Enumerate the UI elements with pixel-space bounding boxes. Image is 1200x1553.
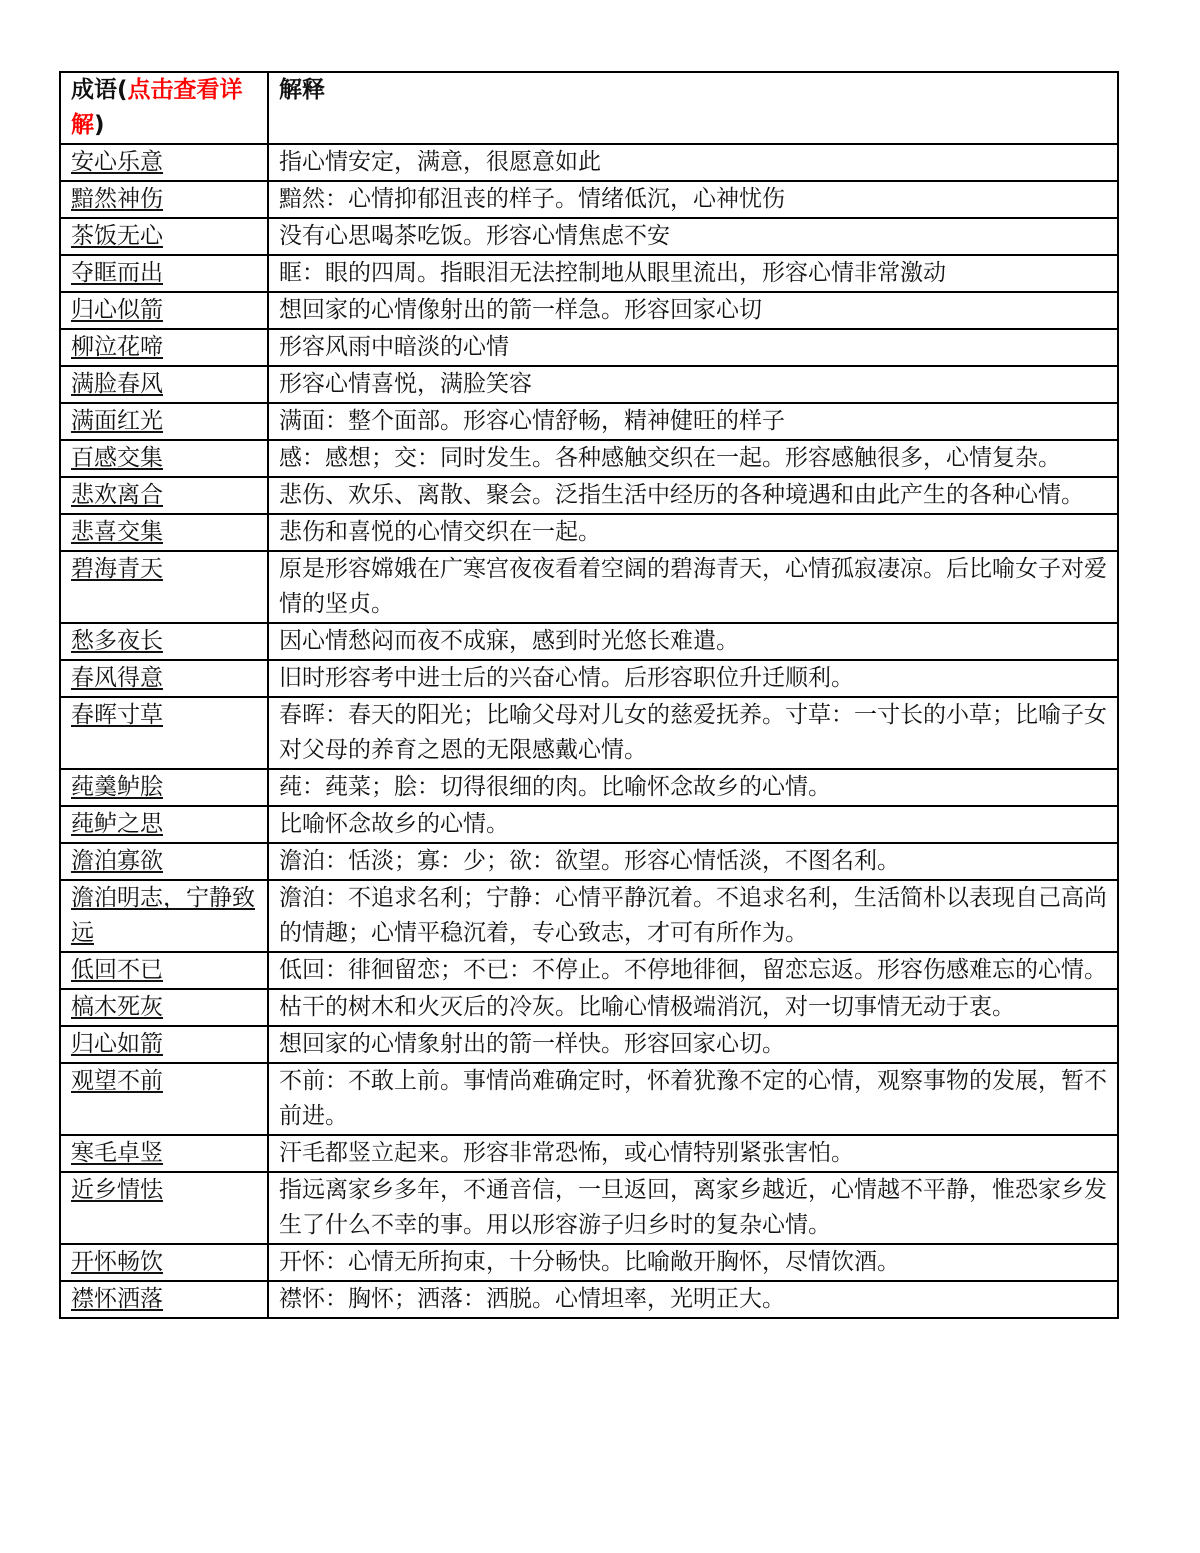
explanation-cell: 形容风雨中暗淡的心情 — [268, 329, 1118, 366]
table-row — [60, 880, 1118, 952]
table-row — [60, 329, 1118, 366]
explanation-cell: 因心情愁闷而夜不成寐，感到时光悠长难遣。 — [268, 623, 1118, 660]
idiom-cell — [60, 1172, 268, 1244]
table-row — [60, 1135, 1118, 1172]
idiom-cell — [60, 1135, 268, 1172]
explanation-cell: 眶：眼的四周。指眼泪无法控制地从眼里流出，形容心情非常激动 — [268, 255, 1118, 292]
idiom-link[interactable]: 澹泊明志，宁静致远 — [71, 885, 255, 946]
explanation-cell: 莼：莼菜；脍：切得很细的肉。比喻怀念故乡的心情。 — [268, 769, 1118, 806]
table-body — [60, 144, 1118, 1318]
explanation-cell: 襟怀：胸怀；洒落：洒脱。心情坦率，光明正大。 — [268, 1281, 1118, 1318]
idiom-cell — [60, 697, 268, 769]
table-row — [60, 181, 1118, 218]
explanation-cell: 低回：徘徊留恋；不已：不停止。不停地徘徊，留恋忘返。形容伤感难忘的心情。 — [268, 952, 1118, 989]
table-row — [60, 1026, 1118, 1063]
table-row — [60, 623, 1118, 660]
idiom-link[interactable]: 春风得意 — [71, 665, 163, 691]
explanation-cell: 不前：不敢上前。事情尚难确定时，怀着犹豫不定的心情，观察事物的发展，暂不前进。 — [268, 1063, 1118, 1135]
idiom-link[interactable]: 澹泊寡欲 — [71, 848, 163, 874]
idiom-cell — [60, 952, 268, 989]
idiom-cell — [60, 329, 268, 366]
explanation-cell: 悲伤、欢乐、离散、聚会。泛指生活中经历的各种境遇和由此产生的各种心情。 — [268, 477, 1118, 514]
table-row — [60, 1063, 1118, 1135]
idiom-link[interactable]: 碧海青天 — [71, 556, 163, 582]
idiom-cell — [60, 255, 268, 292]
table-row — [60, 952, 1118, 989]
idiom-link[interactable]: 愁多夜长 — [71, 628, 163, 654]
table-row — [60, 989, 1118, 1026]
idiom-cell — [60, 623, 268, 660]
table-row — [60, 255, 1118, 292]
idiom-link[interactable]: 归心如箭 — [71, 1031, 163, 1057]
explanation-cell: 比喻怀念故乡的心情。 — [268, 806, 1118, 843]
explanation-cell: 澹泊：不追求名利；宁静：心情平静沉着。不追求名利，生活简朴以表现自己高尚的情趣；心情平稳沉着，专心致志，才可有所作为。 — [268, 880, 1118, 952]
idiom-cell — [60, 806, 268, 843]
header-explanation-label: 解释 — [279, 77, 325, 103]
explanation-cell: 没有心思喝茶吃饭。形容心情焦虑不安 — [268, 218, 1118, 255]
idiom-link[interactable]: 黯然神伤 — [71, 186, 163, 212]
table-row — [60, 218, 1118, 255]
idiom-cell — [60, 660, 268, 697]
idiom-link[interactable]: 近乡情怯 — [71, 1177, 163, 1203]
table-row — [60, 697, 1118, 769]
explanation-cell: 黯然：心情抑郁沮丧的样子。情绪低沉，心神忧伤 — [268, 181, 1118, 218]
explanation-cell: 想回家的心情像射出的箭一样急。形容回家心切 — [268, 292, 1118, 329]
idiom-table — [59, 71, 1119, 1319]
idiom-cell — [60, 1026, 268, 1063]
idiom-cell — [60, 1063, 268, 1135]
idiom-cell — [60, 551, 268, 623]
table-row — [60, 403, 1118, 440]
table-row — [60, 660, 1118, 697]
table-row — [60, 292, 1118, 329]
table-header-row — [60, 72, 1118, 144]
idiom-link[interactable]: 槁木死灰 — [71, 994, 163, 1020]
explanation-cell: 指远离家乡多年，不通音信，一旦返回，离家乡越近，心情越不平静，惟恐家乡发生了什么不幸的事。用以形容游子归乡时的复杂心情。 — [268, 1172, 1118, 1244]
idiom-cell — [60, 1281, 268, 1318]
idiom-cell — [60, 843, 268, 880]
idiom-cell — [60, 366, 268, 403]
idiom-cell — [60, 144, 268, 181]
idiom-cell — [60, 514, 268, 551]
table-row — [60, 477, 1118, 514]
idiom-cell — [60, 181, 268, 218]
idiom-link[interactable]: 春晖寸草 — [71, 702, 163, 728]
idiom-link[interactable]: 莼鲈之思 — [71, 811, 163, 837]
idiom-cell — [60, 880, 268, 952]
idiom-link[interactable]: 夺眶而出 — [71, 260, 163, 286]
idiom-link[interactable]: 莼羹鲈脍 — [71, 774, 163, 800]
table-row — [60, 366, 1118, 403]
idiom-link[interactable]: 低回不已 — [71, 957, 163, 983]
explanation-cell: 枯干的树木和火灭后的冷灰。比喻心情极端消沉，对一切事情无动于衷。 — [268, 989, 1118, 1026]
idiom-link[interactable]: 茶饭无心 — [71, 223, 163, 249]
table-row — [60, 440, 1118, 477]
table-row — [60, 1172, 1118, 1244]
idiom-cell — [60, 1244, 268, 1281]
explanation-cell: 开怀：心情无所拘束，十分畅快。比喻敞开胸怀，尽情饮酒。 — [268, 1244, 1118, 1281]
idiom-cell — [60, 440, 268, 477]
table-row — [60, 806, 1118, 843]
header-idiom — [60, 72, 268, 144]
explanation-cell: 悲伤和喜悦的心情交织在一起。 — [268, 514, 1118, 551]
idiom-link[interactable]: 柳泣花啼 — [71, 334, 163, 360]
idiom-link[interactable]: 悲喜交集 — [71, 519, 163, 545]
idiom-link[interactable]: 安心乐意 — [71, 149, 163, 175]
table-row — [60, 144, 1118, 181]
document-page — [59, 71, 1117, 1319]
explanation-cell: 感：感想；交：同时发生。各种感触交织在一起。形容感触很多，心情复杂。 — [268, 440, 1118, 477]
idiom-cell — [60, 989, 268, 1026]
table-row — [60, 843, 1118, 880]
table-row — [60, 1244, 1118, 1281]
explanation-cell: 汗毛都竖立起来。形容非常恐怖，或心情特别紧张害怕。 — [268, 1135, 1118, 1172]
explanation-cell: 澹泊：恬淡；寡：少；欲：欲望。形容心情恬淡，不图名利。 — [268, 843, 1118, 880]
idiom-link[interactable]: 寒毛卓竖 — [71, 1140, 163, 1166]
idiom-link[interactable]: 百感交集 — [71, 445, 163, 471]
explanation-cell: 旧时形容考中进士后的兴奋心情。后形容职位升迁顺利。 — [268, 660, 1118, 697]
header-detail-link[interactable]: 点击查看详解 — [71, 77, 243, 138]
idiom-link[interactable]: 襟怀洒落 — [71, 1286, 163, 1312]
idiom-cell — [60, 477, 268, 514]
explanation-cell: 想回家的心情象射出的箭一样快。形容回家心切。 — [268, 1026, 1118, 1063]
idiom-link[interactable]: 开怀畅饮 — [71, 1249, 163, 1275]
idiom-link[interactable]: 归心似箭 — [71, 297, 163, 323]
header-idiom-suffix: ) — [94, 112, 105, 138]
idiom-link[interactable]: 观望不前 — [71, 1068, 163, 1094]
table-row — [60, 769, 1118, 806]
idiom-cell — [60, 292, 268, 329]
idiom-cell — [60, 403, 268, 440]
table-row — [60, 514, 1118, 551]
idiom-link[interactable]: 悲欢离合 — [71, 482, 163, 508]
explanation-cell: 满面：整个面部。形容心情舒畅，精神健旺的样子 — [268, 403, 1118, 440]
idiom-link[interactable]: 满脸春风 — [71, 371, 163, 397]
explanation-cell: 形容心情喜悦，满脸笑容 — [268, 366, 1118, 403]
idiom-cell — [60, 218, 268, 255]
explanation-cell: 春晖：春天的阳光；比喻父母对儿女的慈爱抚养。寸草：一寸长的小草；比喻子女对父母的养育之恩的无限感戴心情。 — [268, 697, 1118, 769]
header-explanation — [268, 72, 1118, 144]
table-row — [60, 1281, 1118, 1318]
explanation-cell: 原是形容嫦娥在广寒宫夜夜看着空阔的碧海青天，心情孤寂凄凉。后比喻女子对爱情的坚贞。 — [268, 551, 1118, 623]
table-row — [60, 551, 1118, 623]
explanation-cell: 指心情安定，满意，很愿意如此 — [268, 144, 1118, 181]
idiom-cell — [60, 769, 268, 806]
header-idiom-prefix: 成语( — [71, 77, 128, 103]
idiom-link[interactable]: 满面红光 — [71, 408, 163, 434]
